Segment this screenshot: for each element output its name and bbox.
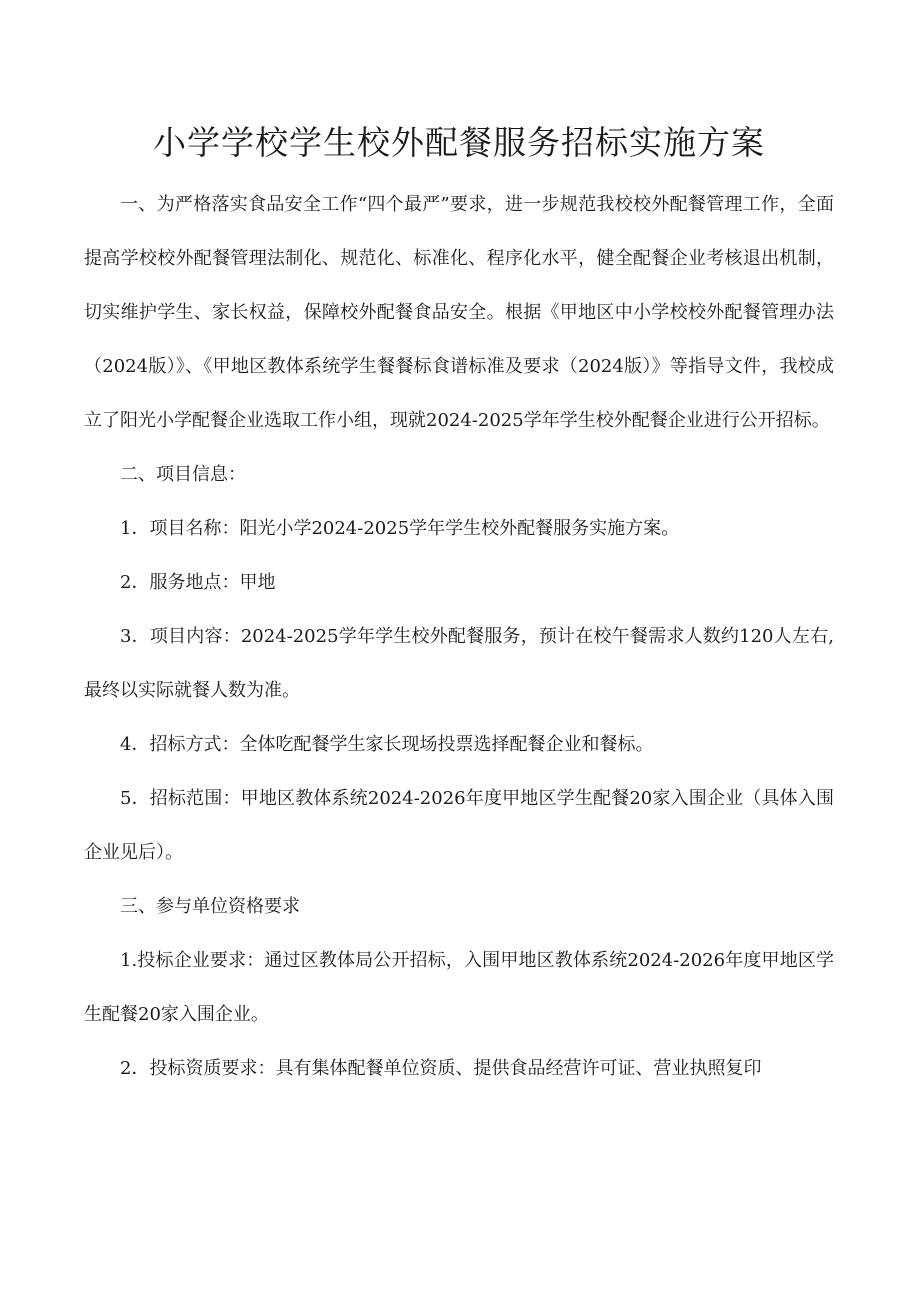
paragraph-intro: 一、为严格落实食品安全工作“四个最严”要求，进一步规范我校校外配餐管理工作，全面提高学校校外配餐管理法制化、规范化、标准化、程序化水平，健全配餐企业考核退出机制，切实维护学生、家长权益，保障校外配餐食品安全。根据《甲地区中小学校校外配餐管理办法（2024版）》、《甲地区教体系统学生餐餐标食谱标准及要求（2024版）》等指导文件，我校成立了阳光小学配餐企业选取工作小组，现就2024-2025学年学生校外配餐企业进行公开招标。	[84, 194, 834, 431]
item-bidding-method: 4．招标方式：全体吃配餐学生家长现场投票选择配餐企业和餐标。	[120, 734, 654, 755]
item-bidding-scope: 5．招标范围：甲地区教体系统2024-2026年度甲地区学生配餐20家入围企业（具体入围企业见后）。	[84, 788, 834, 863]
document-title: 小学学校学生校外配餐服务招标实施方案	[153, 123, 765, 162]
item-project-name: 1．项目名称：阳光小学2024-2025学年学生校外配餐服务实施方案。	[120, 518, 680, 539]
item-enterprise-requirements: 1.投标企业要求：通过区教体局公开招标，入围甲地区教体系统2024-2026年度甲地区学生配餐20家入围企业。	[84, 950, 834, 1025]
section-heading-project-info: 二、项目信息：	[120, 464, 246, 485]
section-heading-qualifications: 三、参与单位资格要求	[120, 896, 300, 917]
item-service-location: 2．服务地点：甲地	[120, 572, 276, 593]
item-project-content: 3．项目内容：2024-2025学年学生校外配餐服务，预计在校午餐需求人数约120人左右,最终以实际就餐人数为准。	[84, 626, 834, 701]
item-qualification-requirements: 2．投标资质要求：具有集体配餐单位资质、提供食品经营许可证、营业执照复印	[120, 1058, 762, 1079]
